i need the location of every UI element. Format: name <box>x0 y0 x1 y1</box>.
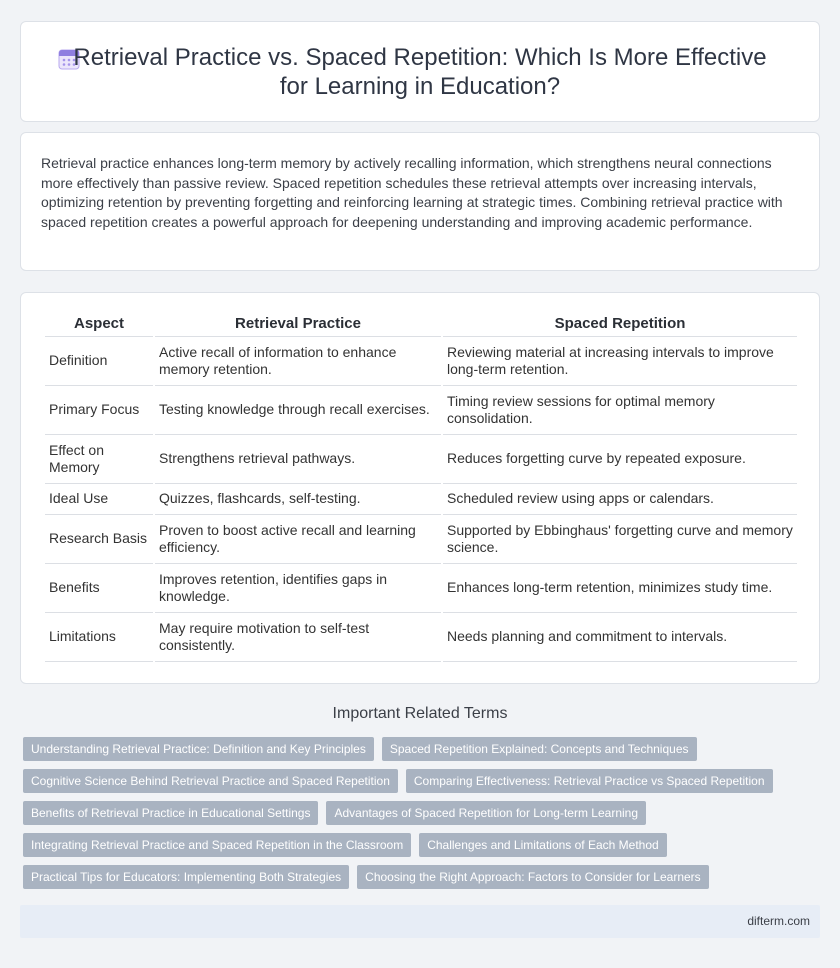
table-cell-aspect: Primary Focus <box>45 386 153 435</box>
table-cell-retrieval: Active recall of information to enhance memory retention. <box>155 337 441 386</box>
header-spaced-repetition: Spaced Repetition <box>443 311 797 337</box>
table-row <box>45 613 797 662</box>
related-term-link[interactable]: Choosing the Right Approach: Factors to Consider for Learners <box>357 865 709 889</box>
header-aspect: Aspect <box>45 311 153 337</box>
table-header-row <box>45 311 797 337</box>
table-cell-retrieval: May require motivation to self-test consistently. <box>155 613 441 662</box>
related-term-link[interactable]: Challenges and Limitations of Each Method <box>419 833 666 857</box>
related-term-link[interactable]: Integrating Retrieval Practice and Spaced Repetition in the Classroom <box>23 833 411 857</box>
table-row <box>45 515 797 564</box>
table-cell-aspect: Limitations <box>45 613 153 662</box>
table-cell-aspect: Effect on Memory <box>45 435 153 484</box>
related-term-link[interactable]: Spaced Repetition Explained: Concepts and Techniques <box>382 737 697 761</box>
table-cell-retrieval: Quizzes, flashcards, self-testing. <box>155 484 441 515</box>
related-term-link[interactable]: Cognitive Science Behind Retrieval Practice and Spaced Repetition <box>23 769 398 793</box>
title-card <box>20 21 820 122</box>
table-cell-aspect: Ideal Use <box>45 484 153 515</box>
footer-bar <box>20 905 820 938</box>
table-cell-spaced: Enhances long-term retention, minimizes study time. <box>443 564 797 613</box>
page-title: Retrieval Practice vs. Spaced Repetition: Which Is More Effective for Learning in Education? <box>73 43 767 100</box>
related-term-link[interactable]: Advantages of Spaced Repetition for Long-term Learning <box>326 801 646 825</box>
summary-card <box>20 132 820 271</box>
table-row <box>45 564 797 613</box>
related-term-link[interactable]: Comparing Effectiveness: Retrieval Practice vs Spaced Repetition <box>406 769 773 793</box>
related-term-link[interactable]: Understanding Retrieval Practice: Definition and Key Principles <box>23 737 374 761</box>
table-cell-retrieval: Strengthens retrieval pathways. <box>155 435 441 484</box>
table-cell-aspect: Definition <box>45 337 153 386</box>
header-retrieval-practice: Retrieval Practice <box>155 311 441 337</box>
related-term-link[interactable]: Benefits of Retrieval Practice in Educational Settings <box>23 801 318 825</box>
table-cell-spaced: Supported by Ebbinghaus' forgetting curve and memory science. <box>443 515 797 564</box>
table-row <box>45 337 797 386</box>
related-term-link[interactable]: Practical Tips for Educators: Implementing Both Strategies <box>23 865 349 889</box>
table-cell-spaced: Timing review sessions for optimal memory consolidation. <box>443 386 797 435</box>
related-terms-heading: Important Related Terms <box>332 705 508 722</box>
table-row <box>45 435 797 484</box>
footer-site-link[interactable]: difterm.com <box>747 914 810 928</box>
table-row <box>45 386 797 435</box>
table-cell-spaced: Reviewing material at increasing intervals to improve long-term retention. <box>443 337 797 386</box>
table-cell-spaced: Reduces forgetting curve by repeated exposure. <box>443 435 797 484</box>
table-cell-aspect: Benefits <box>45 564 153 613</box>
comparison-table-card <box>20 292 820 684</box>
table-cell-spaced: Needs planning and commitment to intervals. <box>443 613 797 662</box>
table-cell-retrieval: Improves retention, identifies gaps in knowledge. <box>155 564 441 613</box>
table-cell-spaced: Scheduled review using apps or calendars. <box>443 484 797 515</box>
table-cell-retrieval: Proven to boost active recall and learning efficiency. <box>155 515 441 564</box>
table-cell-retrieval: Testing knowledge through recall exercises. <box>155 386 441 435</box>
related-terms-list <box>23 737 803 889</box>
summary-paragraph: Retrieval practice enhances long-term memory by actively recalling information, which strengthens neural connections more effectively than passive review. Spaced repetition schedules these retrieval attempts over increasing intervals, optimizing retention by preventing forgetting and reinforcing learning at strategic times. Combining retrieval practice with spaced repetition creates a powerful approach for deepening understanding and improving academic performance. <box>41 155 783 230</box>
comparison-table <box>43 311 799 662</box>
table-cell-aspect: Research Basis <box>45 515 153 564</box>
table-row <box>45 484 797 515</box>
